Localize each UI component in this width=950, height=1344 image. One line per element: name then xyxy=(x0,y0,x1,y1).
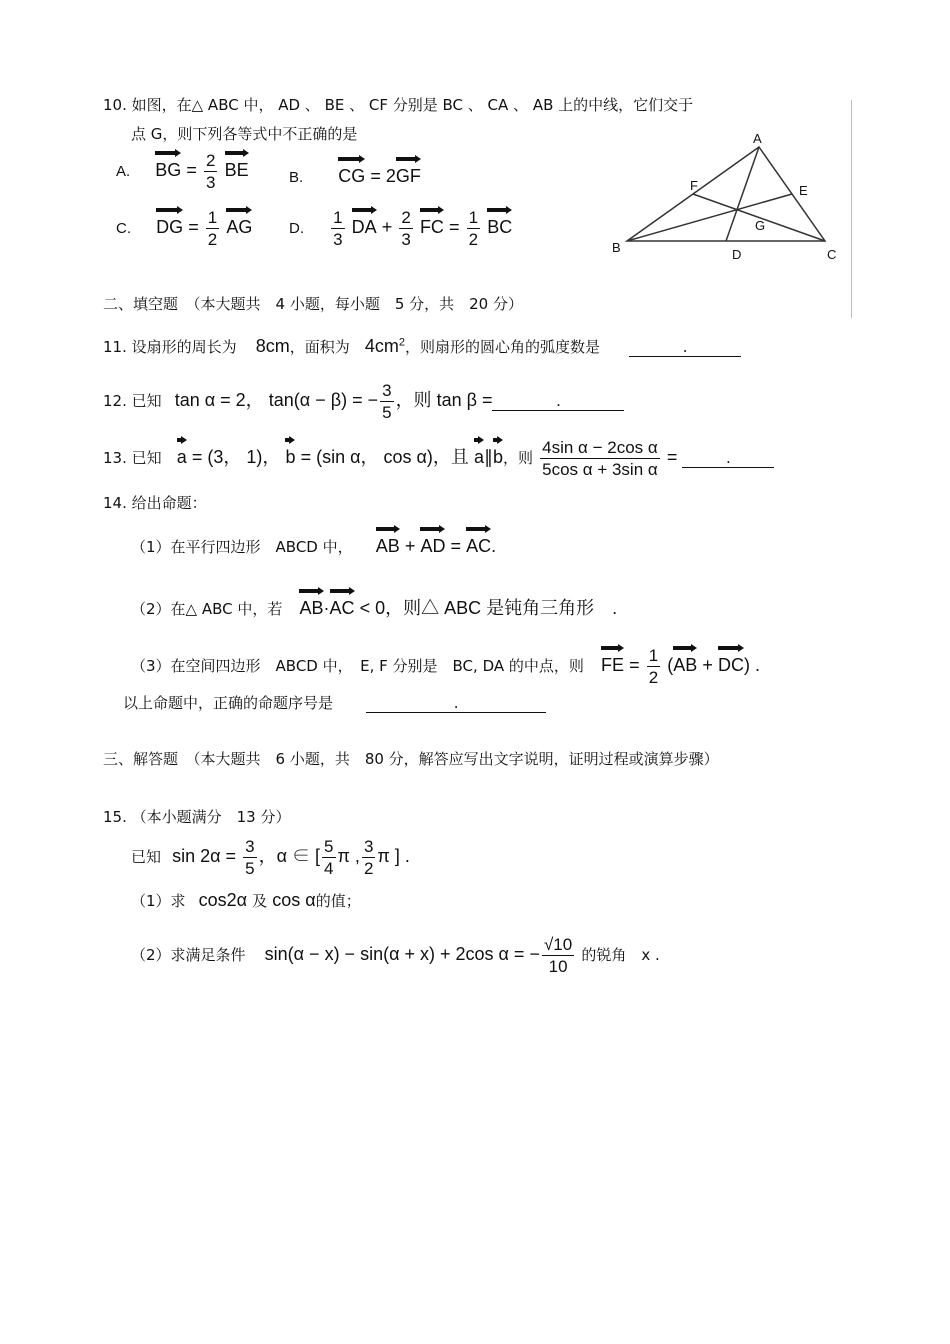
pi-symbol: π , xyxy=(337,846,360,866)
section-3-heading: 三、解答题 （本大题共 6 小题，共 80 分，解答应写出文字说明，证明过程或演算步骤） xyxy=(103,750,719,768)
q10-stem-line2: 点 G，则下列各等式中不正确的是 xyxy=(131,125,358,143)
pi-symbol: π ] . xyxy=(377,846,410,866)
vector: FC xyxy=(419,217,444,237)
option-label: D. xyxy=(289,220,304,237)
q12-suffix: ，则 tan β = xyxy=(395,390,493,410)
q15-cos2a: cos2α xyxy=(198,890,248,910)
q15-part-2 xyxy=(131,934,660,977)
vector: AB xyxy=(375,536,400,556)
option-label: A. xyxy=(116,163,131,180)
vector: DA xyxy=(351,217,377,237)
q14-proposition-3: （3）在空间四边形 ABCD 中， E, F 分别是 BC, DA 的中点，则 FE = $\frac{1}{2}$ (AB + DC) . xyxy=(131,646,760,687)
q11 xyxy=(103,336,741,357)
q15-p2-suffix: 的锐角 x . xyxy=(581,946,660,964)
q10-option-a: A. BG = $\frac{2}{3}$ BE xyxy=(116,151,249,192)
q11-prefix: 11. 设扇形的周长为 xyxy=(103,338,237,356)
q13-b-value: = (sin α， cos α)，且 xyxy=(300,447,469,467)
vector: a xyxy=(176,447,187,467)
fraction: $\frac{1}{2}$ xyxy=(207,208,218,249)
fraction: $\frac{2}{3}$ xyxy=(206,151,216,192)
q15-given xyxy=(131,836,410,879)
q13-answer-blank[interactable]: . xyxy=(682,449,774,468)
q13-then: ，则 xyxy=(503,449,534,467)
q14-answer-prompt: 以上命题中，正确的命题序号是 xyxy=(123,694,334,712)
vector: CG xyxy=(338,166,366,186)
section-2-heading: 二、填空题 （本大题共 4 小题，每小题 5 分，共 20 分） xyxy=(103,295,523,313)
q12 xyxy=(103,380,624,423)
q12-answer-blank[interactable]: . xyxy=(492,392,624,411)
q15-cosa: cos α xyxy=(272,890,316,910)
fraction: $\frac{5}{4}$ xyxy=(324,837,334,878)
vector: AG xyxy=(226,217,253,237)
fraction: $\frac{1}{2}$ xyxy=(468,208,479,249)
vector: DC xyxy=(717,655,744,675)
q14-p1-prefix: （1）在平行四边形 ABCD 中， xyxy=(131,538,353,556)
fraction: $\frac{2}{3}$ xyxy=(401,208,411,249)
option-label: C. xyxy=(116,220,131,237)
q14-title: 14. 给出命题： xyxy=(103,494,207,512)
q14-p2-suffix: < 0，则△ ABC 是钝角三角形 . xyxy=(359,598,618,618)
fraction: $\frac{\text{4sin α − 2cos α}}{\text{5cos α + 3sin α}}$ xyxy=(542,438,658,479)
vector: FE xyxy=(600,655,624,675)
q15-sin2a: sin 2α = xyxy=(172,846,237,866)
q10-option-c: C. DG = $\frac{1}{2}$ AG xyxy=(116,208,253,249)
vector: b xyxy=(285,447,296,467)
q14-proposition-2: （2）在△ ABC 中，若 AB·AC < 0，则△ ABC 是钝角三角形 . xyxy=(131,598,618,618)
q11-exponent: 2 xyxy=(398,336,405,349)
equals: = xyxy=(666,447,678,467)
parallel-sign: ∥ xyxy=(484,447,494,467)
vector: b xyxy=(493,447,504,467)
q15-part-1 xyxy=(131,890,361,911)
q14-p3-prefix: （3）在空间四边形 ABCD 中， E, F 分别是 BC, DA 的中点，则 xyxy=(131,657,584,675)
label-d: D xyxy=(732,247,742,262)
vector: BG xyxy=(155,160,182,180)
q12-tan-alpha: tan α = 2， xyxy=(174,390,264,410)
fraction: $\frac{3}{5}$ xyxy=(245,837,255,878)
fraction: $\frac{3}{2}$ xyxy=(363,837,374,878)
label-a: A xyxy=(753,131,762,146)
vector: BC xyxy=(487,217,513,237)
triangle-outline xyxy=(627,147,825,241)
vector: AC xyxy=(329,598,355,618)
label-b: B xyxy=(612,240,621,255)
fraction: $\frac{1}{3}$ xyxy=(333,208,343,249)
fraction: $\frac{√10}{10}$ xyxy=(543,935,573,976)
fraction: $\frac{1}{2}$ xyxy=(648,646,659,687)
q12-prefix: 12. 已知 xyxy=(103,392,162,410)
q13-a-value: = (3， 1)， xyxy=(191,447,281,467)
q11-perimeter: 8cm xyxy=(255,336,290,356)
vector: AB xyxy=(673,655,698,675)
option-label: B. xyxy=(289,169,304,186)
q11-area: 4cm xyxy=(364,336,399,356)
label-g: G xyxy=(755,218,766,233)
q14-answer-blank[interactable]: . xyxy=(366,694,546,713)
q11-suffix: ，则扇形的圆心角的弧度数是 xyxy=(404,338,600,356)
q15-p2-equation: sin(α − x) − sin(α + x) + 2cos α = − xyxy=(264,944,540,964)
vector: DG xyxy=(156,217,184,237)
vector: AC xyxy=(466,536,492,556)
q15-alpha-range: ，α ∈ [ xyxy=(258,846,321,866)
q11-answer-blank[interactable]: . xyxy=(629,338,741,357)
margin-rule xyxy=(851,100,852,318)
vector: GF xyxy=(395,166,421,186)
q15-p1-suffix: 的值； xyxy=(315,892,361,910)
equals: = 2 xyxy=(370,166,396,186)
q15-p2-prefix: （2）求满足条件 xyxy=(131,946,246,964)
q15-p1-and: 及 xyxy=(252,892,268,910)
q13-prefix: 13. 已知 xyxy=(103,449,162,467)
vector: AB xyxy=(299,598,324,618)
vector: BE xyxy=(224,160,249,180)
q11-mid: ，面积为 xyxy=(289,338,350,356)
label-c: C xyxy=(827,247,837,262)
q14-proposition-1: （1）在平行四边形 ABCD 中， AB + AD = AC. xyxy=(131,536,497,556)
q12-tan-diff: tan(α − β) = − xyxy=(268,390,379,410)
q10-stem-line1: 10. 如图，在△ ABC 中， AD 、 BE 、 CF 分别是 BC 、 CA 、 AB 上的中线，它们交于 xyxy=(103,96,694,114)
q10-option-b xyxy=(289,166,421,187)
triangle-figure xyxy=(600,125,845,265)
q10-option-d: D. $\frac{1}{3}$ DA + $\frac{2}{3}$ FC = $\frac{1}{2}$ BC xyxy=(289,208,513,249)
label-e: E xyxy=(799,183,808,198)
median-be xyxy=(627,194,792,241)
q15-title: 15. （本小题满分 13 分） xyxy=(103,808,291,826)
q14-answer-line xyxy=(123,692,546,713)
q15-p1-prefix: （1）求 xyxy=(131,892,186,910)
vector: a xyxy=(474,447,485,467)
fraction: $\frac{3}{5}$ xyxy=(382,381,392,422)
label-f: F xyxy=(690,178,698,193)
q14-p2-prefix: （2）在△ ABC 中，若 xyxy=(131,600,283,618)
vector: AD xyxy=(420,536,446,556)
q13 xyxy=(103,437,774,480)
q15-given-prefix: 已知 xyxy=(131,848,162,866)
